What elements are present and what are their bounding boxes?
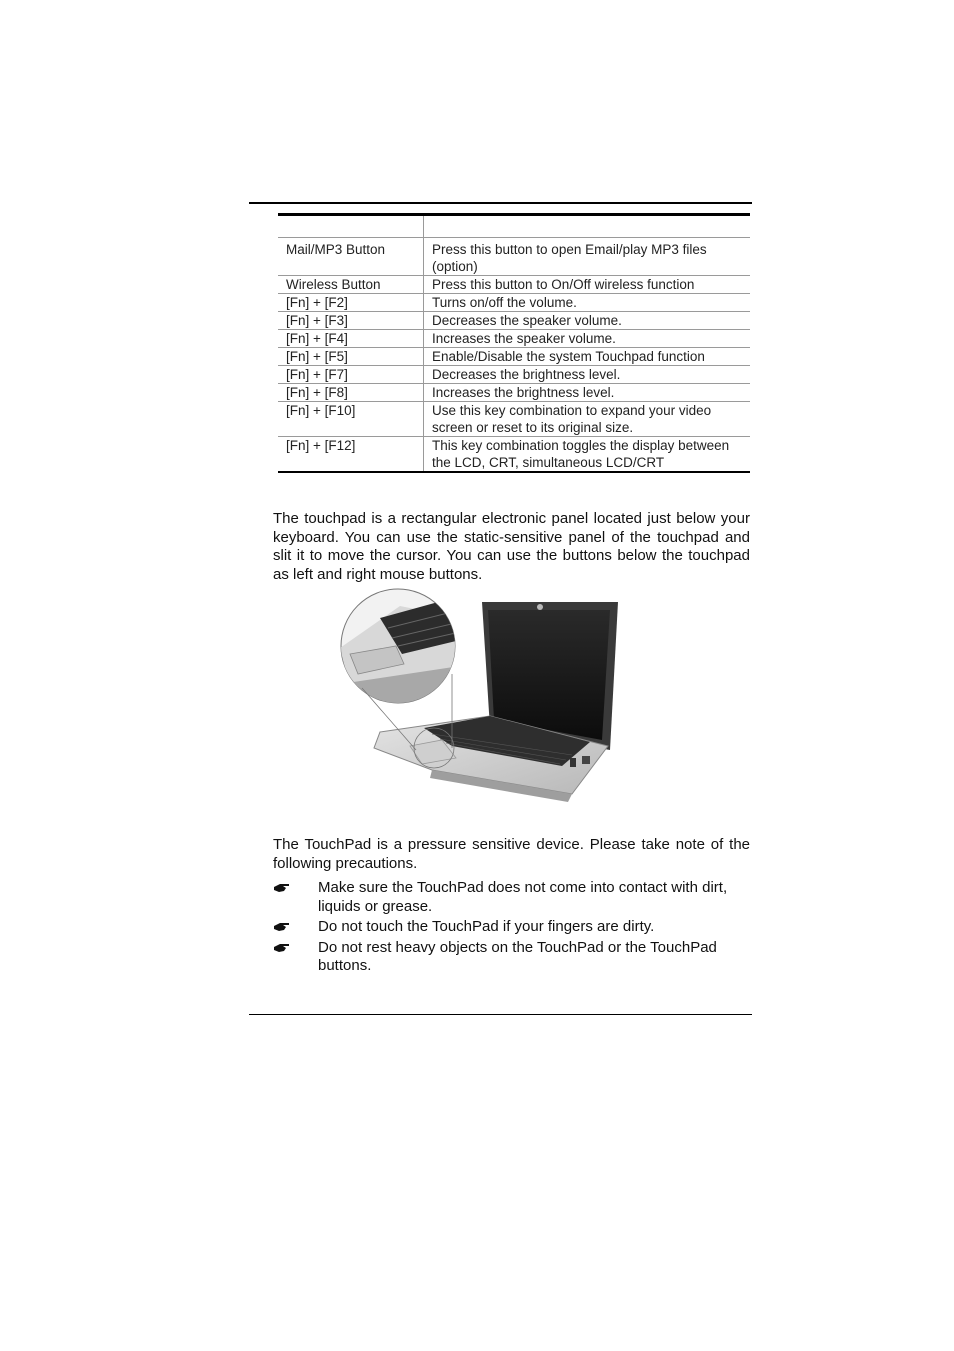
list-item [273, 918, 750, 937]
table-cell-key: [Fn] + [F12] [278, 437, 424, 473]
table-cell-desc: Decreases the speaker volume. [424, 312, 751, 330]
table-cell-desc: Press this button to On/Off wireless function [424, 276, 751, 294]
bullet-text: Do not rest heavy objects on the TouchPad or the TouchPad buttons. [318, 938, 717, 974]
table-row [278, 330, 750, 348]
precautions-list [273, 879, 750, 978]
table-cell-desc: Enable/Disable the system Touchpad function [424, 348, 751, 366]
table-cell-key: [Fn] + [F7] [278, 366, 424, 384]
pointing-hand-icon [273, 881, 293, 895]
table-cell-desc: Turns on/off the volume. [424, 294, 751, 312]
bullet-text: Do not touch the TouchPad if your fingers are dirty. [318, 918, 655, 935]
footer-rule [249, 1014, 752, 1015]
table-cell-desc: Use this key combination to expand your video screen or reset to its original size. [424, 402, 751, 437]
table-cell-key: [Fn] + [F8] [278, 384, 424, 402]
bullet-text: Make sure the TouchPad does not come into contact with dirt, liquids or grease. [318, 879, 728, 915]
table-header-desc [424, 215, 751, 238]
hotkey-table [278, 213, 750, 473]
pointing-hand-icon [273, 920, 293, 934]
list-item [273, 939, 750, 976]
table-header-row [278, 215, 750, 238]
header-rule [249, 202, 752, 204]
table-cell-key: [Fn] + [F10] [278, 402, 424, 437]
table-cell-key: Mail/MP3 Button [278, 238, 424, 276]
table-cell-key: [Fn] + [F5] [278, 348, 424, 366]
table-row [278, 238, 750, 276]
table-cell-key: [Fn] + [F3] [278, 312, 424, 330]
table-row [278, 366, 750, 384]
table-row [278, 276, 750, 294]
table-header-key [278, 215, 424, 238]
table-cell-desc: Decreases the brightness level. [424, 366, 751, 384]
table-row [278, 402, 750, 437]
table-cell-key: Wireless Button [278, 276, 424, 294]
table-row [278, 294, 750, 312]
table-cell-key: [Fn] + [F2] [278, 294, 424, 312]
table-row [278, 348, 750, 366]
pointing-hand-icon [273, 941, 293, 955]
laptop-touchpad-illustration [340, 588, 658, 810]
table-row [278, 312, 750, 330]
precautions-paragraph: The TouchPad is a pressure sensitive device. Please take note of the following precautions. [273, 836, 750, 872]
table-cell-desc: Increases the speaker volume. [424, 330, 751, 348]
list-item [273, 879, 750, 916]
table-row [278, 384, 750, 402]
table-row [278, 437, 750, 473]
touchpad-paragraph: The touchpad is a rectangular electronic panel located just below your keyboard. You can use the static-sensitive panel of the touchpad and slit it to move the cursor. You can use the buttons below the touchpad as left and right mouse buttons. [273, 510, 750, 583]
table-cell-key: [Fn] + [F4] [278, 330, 424, 348]
table-cell-desc: Increases the brightness level. [424, 384, 751, 402]
table-cell-desc: Press this button to open Email/play MP3 files (option) [424, 238, 751, 276]
table-cell-desc: This key combination toggles the display between the LCD, CRT, simultaneous LCD/CRT [424, 437, 751, 473]
